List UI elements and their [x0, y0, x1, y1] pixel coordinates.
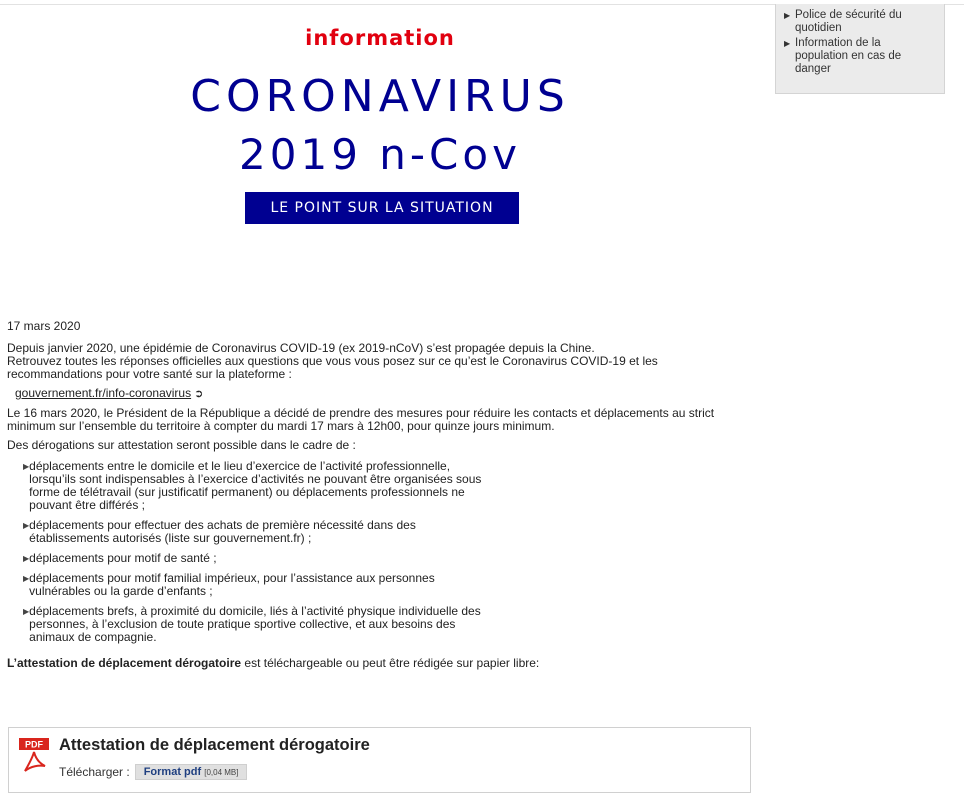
sidebar-item-information-population[interactable]: [784, 37, 936, 76]
coronavirus-banner: [150, 18, 610, 230]
banner-title-line1: CORONAVIRUS: [190, 71, 570, 122]
derogations-list: [7, 460, 747, 644]
sidebar-item-label[interactable]: Police de sécurité du quotidien: [795, 9, 902, 34]
paragraph-derogations-intro: Des dérogations sur attestation seront possible dans le cadre de :: [7, 438, 356, 452]
triangle-right-icon: ▶: [23, 462, 30, 471]
attestation-bold: L’attestation de déplacement dérogatoire: [7, 656, 242, 670]
pdf-icon: [19, 738, 49, 774]
triangle-right-icon: ▶: [23, 607, 30, 616]
download-title[interactable]: Attestation de déplacement dérogatoire: [59, 736, 370, 754]
triangle-right-icon: ▶: [23, 521, 30, 530]
download-row: [59, 764, 247, 780]
triangle-right-icon: ▶: [23, 554, 30, 563]
article-date: 17 mars 2020: [7, 319, 81, 333]
triangle-right-icon: ▶: [23, 574, 30, 583]
banner-label: information: [305, 26, 455, 50]
sidebar-item-label[interactable]: Information de la population en cas de danger: [795, 37, 902, 75]
file-size: [0,04 MB]: [204, 768, 239, 777]
sidebar-item-police-securite[interactable]: [784, 9, 936, 35]
list-item: ▶ déplacements pour effectuer des achats de première nécessité dans des établissements autorisés (liste sur gouvernement.fr) ;: [7, 519, 507, 545]
download-pdf-button[interactable]: [135, 764, 248, 780]
external-link-icon: ➲: [194, 388, 204, 400]
download-prefix: Télécharger :: [59, 765, 130, 779]
paragraph-measures: Le 16 mars 2020, le Président de la République a décidé de prendre des mesures pour réduire les contacts et déplacements au strict minimum sur l’ensemble du territoire à compter du mardi 17 mars à 12h00, pour quinze jours minimum.: [7, 406, 715, 433]
gouvernement-link[interactable]: gouvernement.fr/info-coronavirus: [15, 386, 192, 400]
list-item: ▶ déplacements entre le domicile et le lieu d’exercice de l’activité professionnelle, lorsqu’ils sont indispensables à l’exercice d’activités ne pouvant être organisées sous forme de télétravail (sur justificatif permanent) ou déplacements professionnels ne pouvant être différés ;: [7, 460, 507, 512]
list-item: ▶ déplacements pour motif de santé ;: [7, 552, 507, 565]
paragraph-platform: Retrouvez toutes les réponses officielles aux questions que vous vous posez sur ce qu’est le Coronavirus COVID-19 et les recommandations pour votre santé sur la plateforme :: [7, 354, 658, 381]
format-label: Format pdf: [143, 766, 202, 778]
article-body: [7, 320, 747, 670]
triangle-right-icon: ▶: [784, 39, 791, 48]
related-links-box: [775, 4, 945, 94]
triangle-right-icon: ▶: [784, 11, 791, 20]
svg-text:PDF: PDF: [25, 739, 43, 750]
list-item: ▶ déplacements pour motif familial impérieux, pour l’assistance aux personnes vulnérables ou la garde d’enfants ;: [7, 572, 507, 598]
banner-badge: LE POINT SUR LA SITUATION: [245, 192, 519, 224]
attestation-rest: est téléchargeable ou peut être rédigée sur papier libre:: [241, 656, 540, 670]
link-line: [7, 387, 747, 401]
list-item: ▶ déplacements brefs, à proximité du domicile, liés à l’activité physique individuelle des personnes, à l’exclusion de toute pratique sportive collective, et aux besoins des animaux de compagnie.: [7, 605, 507, 644]
paragraph-intro: Depuis janvier 2020, une épidémie de Coronavirus COVID-19 (ex 2019-nCoV) s’est propagée depuis la Chine.: [7, 341, 595, 355]
download-box: [8, 727, 751, 793]
attestation-sentence: [7, 657, 747, 670]
banner-title-line2: 2019 n-Cov: [239, 130, 521, 179]
